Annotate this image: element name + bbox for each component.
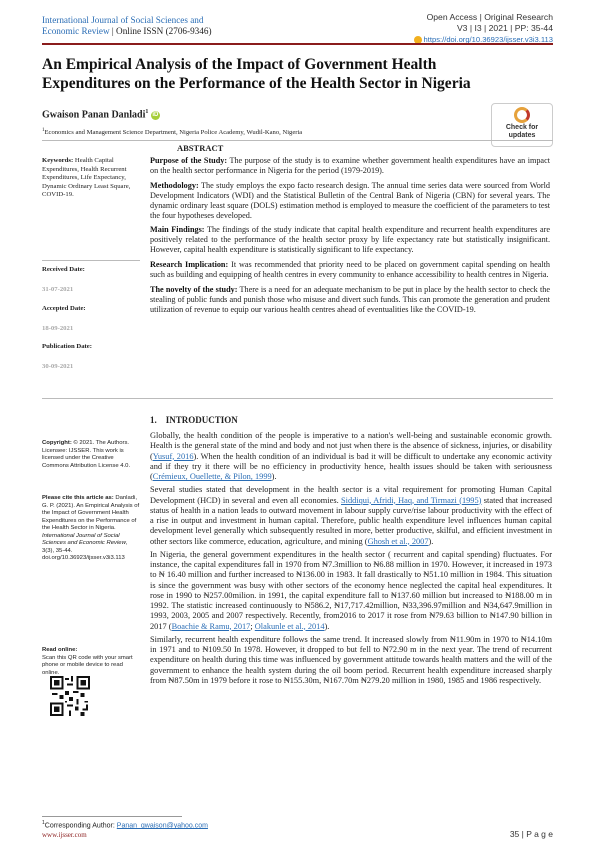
method-text: The study employs the expo facto research design. The annual time series data were sourced from World Development Indicators (WDI) and the Statistical Bulletin of the Central Bank of Nigeria (CBN) for several years. The dynamic ordinary least square (DOLS) estimation method is employed to measure the coefficient of the parameters to test the four hypotheses developed.	[150, 180, 550, 220]
section-heading	[150, 415, 238, 425]
intro-paragraph-2	[150, 485, 552, 547]
volume-info: V3 | I3 | 2021 | PP: 35-44	[456, 23, 553, 33]
cite-journal: International Journal of Social Sciences and Economic Review	[42, 532, 126, 546]
abstract-novelty	[150, 285, 550, 315]
intro-paragraph-1	[150, 431, 552, 482]
paper-title: An Empirical Analysis of the Impact of Government Health Expenditures on the Performance of the Health Sector in Nigeria	[42, 56, 471, 92]
p2-text-c: ).	[428, 536, 434, 546]
affil-text: Economics and Management Science Department, Nigeria Police Academy, Wudil-Kano, Nigeria	[44, 129, 303, 137]
abstract-rule	[42, 398, 553, 399]
citation-link[interactable]: Boachie & Ramu, 2017	[171, 621, 251, 631]
copyright-text: © 2021. The Authors. Licensee: IJSSER. This work is licensed under the Creative Commons Attribution License 4.0.	[42, 440, 131, 469]
p2-text-a: Several studies stated that development in the health sector is a vital requirement for promoting Human Capital Development (HCD) in several and even all economies.	[150, 485, 552, 505]
implication-text: It was recommended that priority need to be placed on government capital spending on health such as building and equipping of health centres in every community to enhance accessibility to health centres in Nigeria.	[150, 260, 550, 280]
accepted-block	[42, 305, 140, 333]
citation-block	[42, 495, 140, 563]
page-number: 35 | P a g e	[509, 829, 553, 839]
abstract-purpose	[150, 156, 550, 176]
citation-link[interactable]: Olakunle et al., 2014	[254, 621, 325, 631]
footnote-sup: 1	[42, 820, 45, 826]
author-line	[42, 109, 160, 120]
accepted-date: 18-09-2021	[42, 324, 74, 332]
update-icon	[514, 107, 530, 123]
intro-paragraph-3	[150, 550, 552, 632]
publication-block	[42, 343, 140, 371]
journal-line-1: International Journal of Social Sciences and	[42, 15, 204, 25]
received-label: Received Date:	[42, 266, 85, 273]
affil-sup: 1	[42, 128, 45, 133]
email-link[interactable]: Panan_gwaison@yahoo.com	[116, 822, 208, 830]
cite-text: Danladi, G. P. (2021). An Empirical Analysis of the Impact of Government Health Expenditures on the Performance of the Health Sector in Nigeria.	[42, 495, 140, 531]
footnote	[42, 820, 208, 829]
p3-text-b: ).	[324, 621, 330, 631]
read-label: Read online:	[42, 647, 78, 653]
qr-code-icon[interactable]	[50, 676, 90, 716]
abstract-method	[150, 181, 550, 221]
footer-site[interactable]: www.ijsser.com	[42, 831, 87, 839]
novelty-text: There is a need for an adequate mechanism to be put in place by the health sector to check the stealing of public funds and punish those who misuse and divert such funds. This can promote the generation and prudent utilization of revenue to equip our various health centres ahead of eventualities like the COVID-19.	[150, 284, 550, 314]
read-online-block	[42, 647, 140, 677]
keywords-text: Health Capital Expenditures, Health Recurrent Expenditures, Life Expectancy, Dynamic Ordinary Least Square, COVID-19.	[42, 157, 131, 198]
p3-sep: ;	[250, 621, 255, 631]
badge-line-2: updates	[508, 131, 536, 139]
purpose-label: Purpose of the Study:	[150, 156, 228, 165]
footnote-rule	[42, 816, 182, 817]
findings-text: The findings of the study indicate that capital health expenditure and recurrent health expenditures are positively related to the performance of the health sector proxy by life expectancy rate but statistically insignificant. However, capital health expenditure is statistically significant to life expectancy.	[150, 225, 550, 255]
keywords-block	[42, 157, 140, 200]
article-meta	[414, 12, 553, 45]
citation-link[interactable]: Crémieux, Ouellette, & Pilon, 1999	[152, 472, 272, 481]
publication-date: 30-09-2021	[42, 362, 74, 370]
implication-label: Research Implication:	[150, 260, 229, 270]
author-sup: 1	[145, 109, 149, 115]
p1-text-b: ). When the health condition of an individual is bad it will be difficult to undertake any economic activity and if they try it there will be no efficiency in productivity hence, health issues should be taken with seriousness (	[150, 451, 552, 481]
doi-link[interactable]: https://doi.org/10.36923/ijsser.v3i3.113	[423, 35, 553, 44]
read-text: Scan this QR code with your smart phone or mobile device to read online.	[42, 654, 133, 676]
findings-label: Main Findings:	[150, 225, 205, 235]
section-title: INTRODUCTION	[165, 415, 238, 425]
introduction-body	[150, 431, 552, 689]
issn-text: | Online ISSN (2706-9346)	[109, 26, 212, 36]
received-date: 31-07-2021	[42, 285, 74, 293]
abstract-heading: ABSTRACT	[177, 143, 224, 153]
abstract-implication	[150, 260, 550, 280]
title-rule	[42, 140, 553, 141]
copyright-label: Copyright:	[42, 440, 72, 446]
abstract-findings	[150, 225, 550, 255]
badge-line-1: Check for	[505, 124, 539, 131]
citation-link[interactable]: Ghosh et al., 2007	[367, 536, 429, 546]
intro-paragraph-4: Similarly, recurrent health expenditure follows the same trend. It increased slowly from ₦11.90m in 1970 to ₦14.10m in 1971 and to ₦109.50 In 1978. However, it dropped to but fell to ₦72.90 m in the next year. The trend of recurrent expenditure on health during this time was influenced by government attitude towards health matters and the will of the government to enhance the health system during the oil boom period. Recurrent health expenditure increased sharply from ₦87.50m in 1979 before it rose to ₦155.30m, ₦167.70m ₦279.20 million in 1980, 1985 and 1986 respectively.	[150, 634, 552, 685]
keywords-label: Keywords:	[42, 157, 74, 164]
access-type: Open Access | Original Research	[426, 12, 553, 22]
journal-name	[42, 15, 212, 37]
p1-text-a: Globally, the health condition of the people is imperative to a nation's well-being and sustainable economic growth. Health is the general state of the mind and body and not just when there is the absence of sickness, injuries, or disability (	[150, 431, 552, 461]
p1-text-c: ).	[271, 472, 277, 481]
citation-link[interactable]: Siddiqui, Afridi, Haq, and Tirmazi (1995)	[341, 495, 482, 505]
sidebar-rule-1	[42, 260, 140, 261]
cite-doi: , 3(3), 35-44. doi.org/10.36923/ijsser.v3i3.113	[42, 540, 128, 561]
footnote-label: Corresponding Author:	[44, 822, 117, 830]
publication-label: Publication Date:	[42, 343, 92, 350]
method-label: Methodology:	[150, 180, 199, 190]
header-rule	[42, 43, 553, 45]
author-name: Gwaison Panan Danladi	[42, 109, 146, 121]
novelty-label: The novelty of the study:	[150, 284, 238, 294]
purpose-text: The purpose of the study is to examine whether government health expenditures have an impact on the health sector performance in Nigeria for the period (1979-2019).	[150, 156, 550, 175]
journal-line-2: Economic Review	[42, 26, 110, 36]
copyright-block	[42, 440, 140, 470]
received-block	[42, 266, 140, 294]
cite-label: Please cite this article as:	[42, 495, 114, 501]
section-number: 1.	[150, 415, 157, 425]
p2-text-b: stated that increased status of health in a nation leads to outward movement in labour supply curve/rise labour productivity with the effect of a rise in output and investment in human capital. Therefore, public health expenditure level influences human capital development level generally which subsequently resulted in more, better productive, skilful, and efficient investment in other sectors like commerce, education, agriculture, and mining (	[150, 495, 552, 546]
orcid-icon[interactable]: iD	[152, 111, 159, 118]
affiliation	[42, 128, 302, 136]
accepted-label: Accepted Date:	[42, 305, 86, 312]
abstract-body	[150, 156, 550, 320]
p3-text-a: In Nigeria, the general government expenditures in the health sector ( recurrent and capital spending) fluctuates. For instance, the capital expenditures fall in 1970 from ₦7.3million to ₦6.88 million in 1970. However, it increased in 1973 to ₦ 16.40 million and further increased to ₦136.00 in 1983. It fall drastically to ₦51.10 million in 1984. This situation is since the government was busy with other sectors of the economy hence neglected the capital heal expenditures. It rose in 1990 to ₦257.00milion. in 1991, the capital expenditure fall to ₦137.60 million but increased to ₦188.00 m in 1992. The statistic increased continuously to ₦586.2, ₦17,717.42million, ₦33,396.97million and ₦34,647.9million in 1993, 2003, 2005 and 2007 respectively. Recently, from2016 to 2017 it rose from ₦79.63 billion to ₦147.90 billion in 2017 (	[150, 549, 552, 631]
citation-link[interactable]: Yusuf, 2016	[152, 451, 194, 461]
